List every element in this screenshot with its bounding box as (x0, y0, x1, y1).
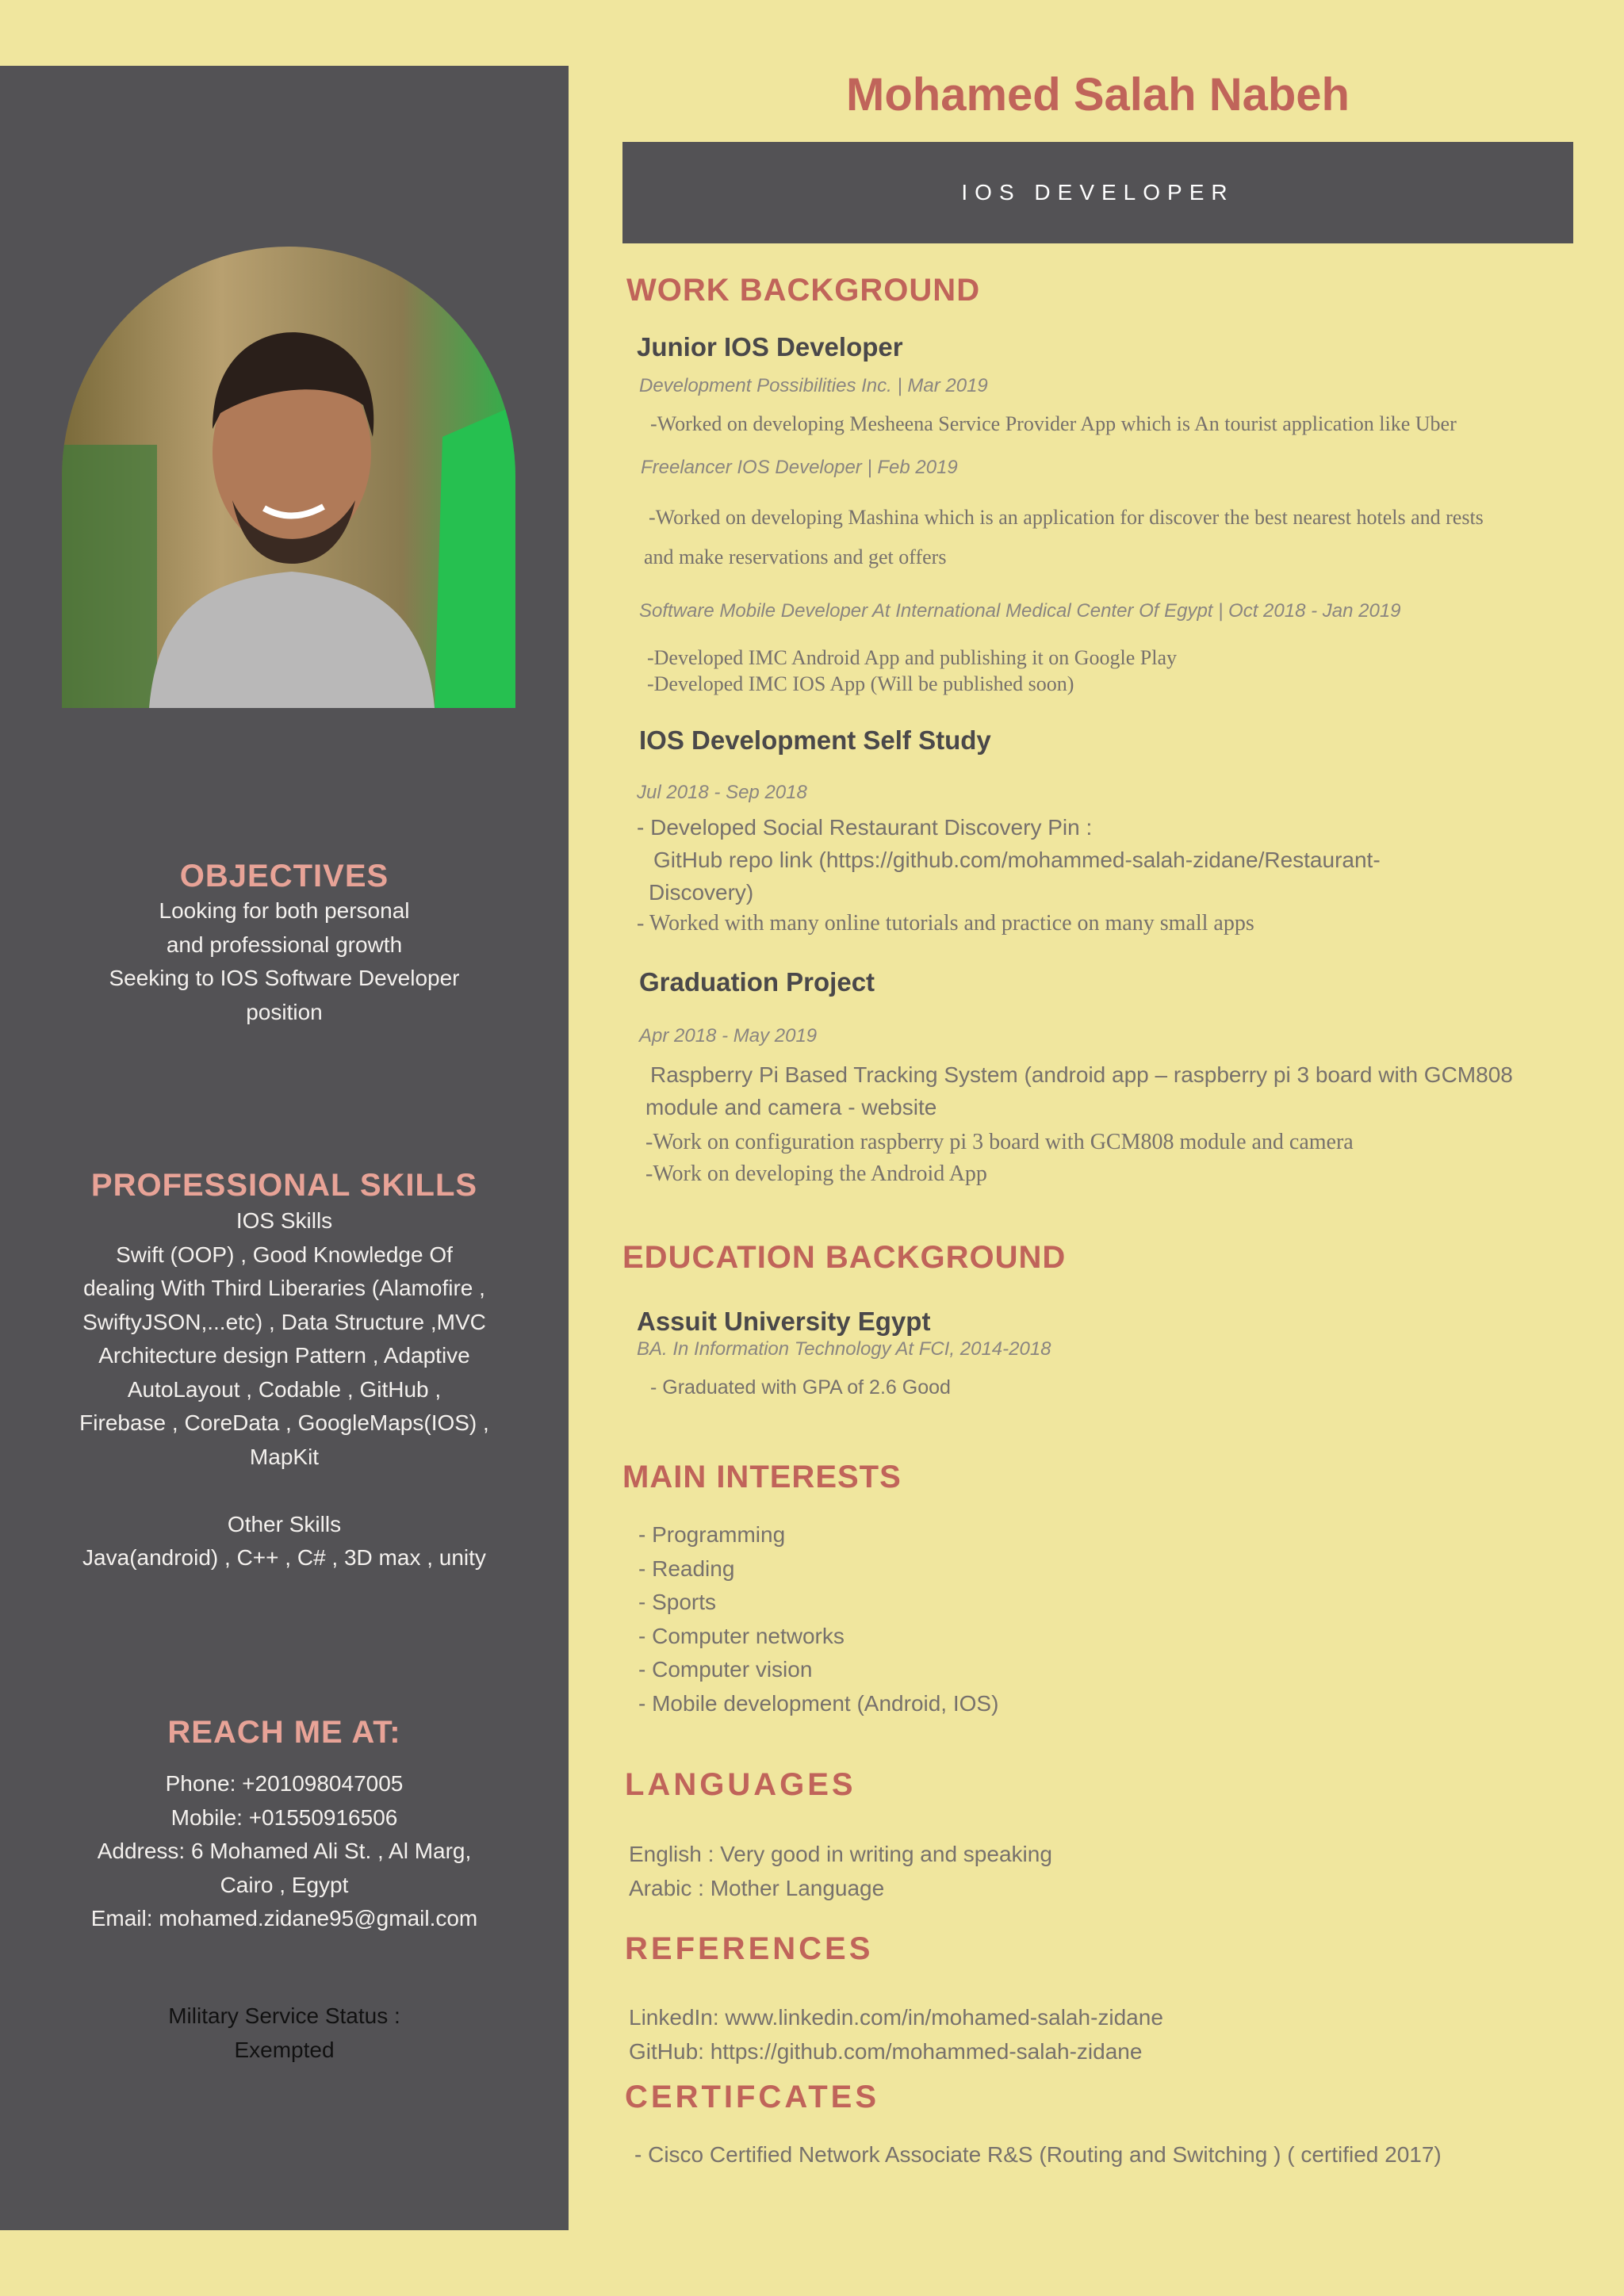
military-status (48, 1999, 521, 2067)
job-desc: -Worked on developing Mashina which is an application for discover the best nearest hotels and rests (649, 506, 1484, 529)
skills-line: Architecture design Pattern , Adaptive (98, 1343, 470, 1368)
job-desc: GitHub repo link (https://github.com/mohammed-salah-zidane/Restaurant- (653, 848, 1381, 872)
language-item: Arabic : Mother Language (629, 1875, 885, 1900)
sidebar (0, 66, 569, 2230)
interests-list (638, 1518, 998, 1720)
job-desc: -Work on configuration raspberry pi 3 board with GCM808 module and camera (645, 1130, 1354, 1154)
military-value: Exempted (234, 2038, 335, 2062)
skills-line: dealing With Third Liberaries (Alamofire , (83, 1276, 485, 1300)
profile-photo (62, 247, 515, 708)
role-banner (622, 142, 1573, 243)
skills-line: AutoLayout , Codable , GitHub , (127, 1376, 442, 1402)
gpa: - Graduated with GPA of 2.6 Good (650, 1376, 951, 1399)
job-title: Junior IOS Developer (637, 332, 903, 362)
certificate-item: - Cisco Certified Network Associate R&S (Routing and Switching ) ( certified 2017) (634, 2142, 1442, 2167)
mobile: Mobile: +01550916506 (170, 1804, 398, 1830)
job-desc: and make reservations and get offers (644, 545, 947, 568)
references-list (629, 2001, 1163, 2068)
job-meta: Development Possibilities Inc. | Mar 2019 (639, 375, 988, 396)
interest-item: - Mobile development (Android, IOS) (638, 1690, 999, 1716)
github-link[interactable]: GitHub: https://github.com/mohammed-salah-zidane (629, 2038, 1143, 2064)
interests-title: MAIN INTERESTS (622, 1460, 902, 1494)
certificates-title: CERTIFCATES (625, 2080, 880, 2114)
skills-line: IOS Skills (236, 1208, 333, 1233)
job-desc: -Worked on developing Mesheena Service Provider App which is An tourist application like Uber (650, 412, 1457, 435)
skills-line: SwiftyJSON,...etc) , Data Structure ,MVC (82, 1309, 486, 1334)
interest-item: - Reading (638, 1556, 735, 1581)
skills-title: PROFESSIONAL SKILLS (90, 1168, 478, 1203)
contact-title: REACH ME AT: (167, 1715, 401, 1750)
job-meta: Software Mobile Developer At International Medical Center Of Egypt | Oct 2018 - Jan 2019 (639, 600, 1401, 622)
job-desc: -Work on developing the Android App (645, 1161, 987, 1186)
interest-item: - Programming (638, 1522, 786, 1547)
address: Cairo , Egypt (220, 1872, 349, 1897)
job-desc: -Developed IMC IOS App (Will be published soon) (647, 672, 1074, 695)
interest-item: - Computer vision (638, 1657, 813, 1682)
skills-line: Other Skills (227, 1511, 342, 1536)
address: Address: 6 Mohamed Ali St. , Al Marg, (97, 1839, 472, 1863)
skills-line: MapKit (249, 1444, 320, 1469)
job-desc: -Developed IMC Android App and publishing it on Google Play (647, 646, 1178, 669)
email: Email: mohamed.zidane95@gmail.com (90, 1906, 478, 1931)
work-title: WORK BACKGROUND (626, 273, 981, 308)
job-desc: Discovery) (649, 880, 754, 905)
job-desc: module and camera - website (645, 1095, 937, 1119)
education-title: EDUCATION BACKGROUND (622, 1240, 1067, 1275)
school-name: Assuit University Egypt (637, 1307, 931, 1336)
language-item: English : Very good in writing and speaking (629, 1842, 1052, 1866)
references-title: REFERENCES (625, 1931, 874, 1966)
skills-line: Java(android) , C++ , C# , 3D max , unity (82, 1545, 486, 1570)
interest-item: - Computer networks (638, 1623, 845, 1648)
contact-text (48, 1767, 521, 1936)
skills-text (48, 1204, 521, 1575)
job-title: Graduation Project (639, 967, 875, 997)
candidate-name: Mohamed Salah Nabeh (846, 69, 1350, 121)
interest-item: - Sports (638, 1590, 717, 1614)
linkedin-link[interactable]: LinkedIn: www.linkedin.com/in/mohamed-salah-zidane (629, 2005, 1163, 2030)
skills-line: Swift (OOP) , Good Knowledge Of (116, 1242, 453, 1267)
objectives-text (48, 894, 521, 1029)
objectives-title: OBJECTIVES (179, 859, 389, 894)
job-title: IOS Development Self Study (639, 725, 991, 755)
job-desc: - Worked with many online tutorials and practice on many small apps (637, 911, 1254, 936)
objectives-line: Looking for both personal (159, 898, 410, 923)
job-meta: Apr 2018 - May 2019 (639, 1025, 818, 1047)
objectives-line: Seeking to IOS Software Developer (109, 966, 460, 990)
job-meta: Freelancer IOS Developer | Feb 2019 (641, 457, 958, 478)
role-title: IOS DEVELOPER (961, 180, 1235, 205)
degree: BA. In Information Technology At FCI, 2014-2018 (637, 1338, 1051, 1360)
military-label: Military Service Status : (168, 2003, 400, 2028)
job-desc: Raspberry Pi Based Tracking System (android app – raspberry pi 3 board with GCM808 (650, 1062, 1513, 1087)
languages-title: LANGUAGES (625, 1767, 856, 1802)
spacer (48, 1474, 521, 1508)
phone: Phone: +201098047005 (165, 1771, 404, 1796)
objectives-line: position (246, 999, 323, 1024)
job-meta: Jul 2018 - Sep 2018 (637, 782, 807, 803)
languages-list (629, 1838, 1052, 1905)
job-desc: - Developed Social Restaurant Discovery Pin : (637, 815, 1093, 840)
skills-line: Firebase , CoreData , GoogleMaps(IOS) , (79, 1410, 489, 1435)
objectives-line: and professional growth (166, 932, 403, 957)
